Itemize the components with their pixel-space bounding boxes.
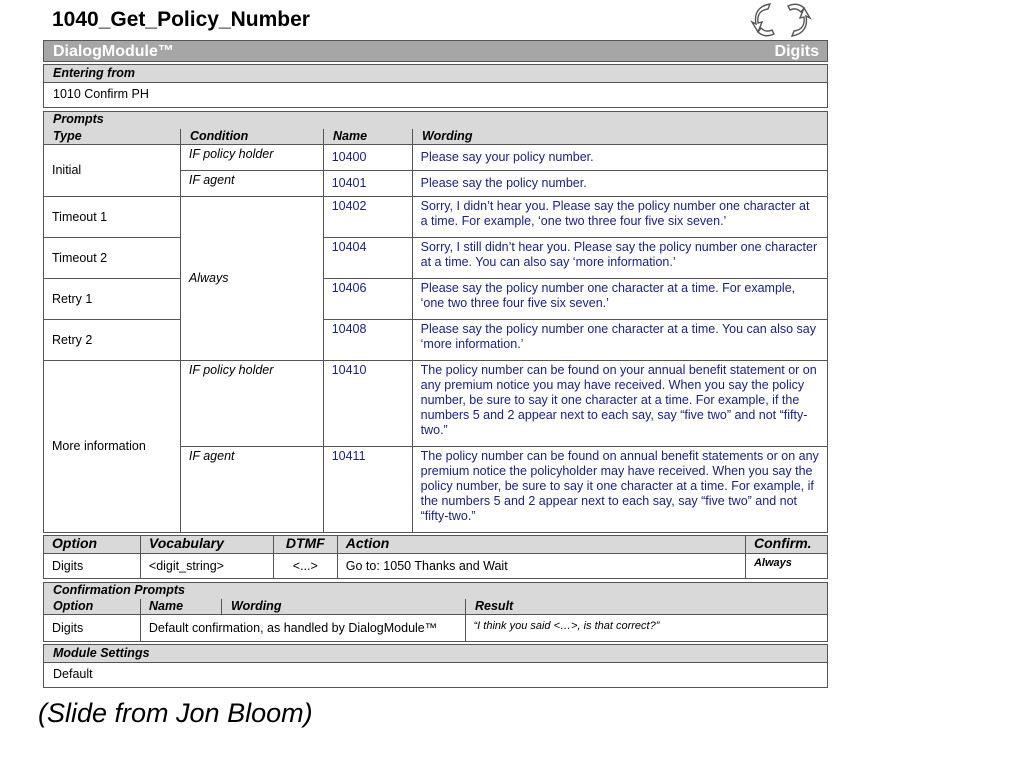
prompt-wording: Please say the policy number. [412,171,827,197]
prompt-wording: The policy number can be found on your annual benefit statement or on any premium notice you may have received. When you say the policy number, be sure to say it one character at a time. For example, if the numbers 5 and 2 appear next to each say, say “five two” and not “fifty-two.” [412,361,827,447]
prompt-wording: Please say your policy number. [412,145,827,171]
prompt-condition: IF agent [180,171,323,197]
prompts-label: Prompts [53,112,104,126]
prompt-type: Retry 1 [44,279,181,320]
options-table [43,535,828,579]
prompt-row [44,361,828,447]
prompt-condition: IF policy holder [180,361,323,447]
dialog-module-type: Digits [774,43,819,60]
dialog-module-name: DialogModule™ [53,43,174,60]
entering-from-row [43,83,828,108]
prompt-wording: Sorry, I still didn’t hear you. Please say the policy number one character at a time. You can also say ‘more information.’ [412,238,827,279]
prompt-row [44,320,828,361]
options-row [44,554,828,579]
prompt-condition: IF policy holder [180,145,323,171]
prompts-header [43,111,828,145]
confirmation-result: “I think you said <…>, is that correct?” [465,615,827,642]
dialog-module-header [43,40,828,62]
module-settings-value: Default [53,667,93,681]
col-condition: Condition [190,129,249,143]
entering-from-value: 1010 Confirm PH [53,87,149,101]
col-option: Option [44,536,141,554]
col-option: Option [53,599,94,613]
prompt-name: 10411 [323,447,412,533]
prompt-row [44,197,828,238]
prompt-row [44,279,828,320]
col-vocabulary: Vocabulary [140,536,273,554]
col-name: Name [333,129,368,143]
confirmation-prompts-table [43,614,828,642]
prompt-name: 10401 [323,171,412,197]
dtmf-value: <...> [273,554,337,579]
prompt-type: More information [44,361,181,533]
slide-credit: (Slide from Jon Bloom) [38,698,313,728]
col-wording: Wording [422,129,473,143]
option-value: Digits [44,554,141,579]
prompt-condition-always: Always [180,197,323,361]
module-settings-label: Module Settings [53,646,150,660]
prompt-wording: Sorry, I didn’t hear you. Please say the policy number one character at a time. For example, ‘one two three four five six seven.’ [412,197,827,238]
prompt-type: Timeout 2 [44,238,181,279]
col-wording: Wording [231,599,282,613]
prompt-name: 10402 [323,197,412,238]
confirmation-row [44,615,828,642]
entering-from-header [43,64,828,83]
confirmation-wording: Default confirmation, as handled by DialogModule™ [140,615,465,642]
module-settings-header [43,644,828,663]
prompt-row [44,145,828,171]
confirmation-prompts-header [43,582,828,615]
prompt-type: Retry 2 [44,320,181,361]
col-name: Name [149,599,184,613]
page-title: 1040_Get_Policy_Number [52,8,310,31]
confirmation-option: Digits [44,615,141,642]
prompt-name: 10408 [323,320,412,361]
module-settings-row [43,662,828,688]
prompt-name: 10410 [323,361,412,447]
prompts-table [43,144,828,533]
vocabulary-value: <digit_string> [140,554,273,579]
col-result: Result [475,599,514,613]
col-action: Action [337,536,745,554]
prompt-name: 10404 [323,238,412,279]
confirmation-prompts-label: Confirmation Prompts [53,583,185,597]
prompt-condition: IF agent [180,447,323,533]
prompt-wording: Please say the policy number one character at a time. You can also say ‘more information.’ [412,320,827,361]
prompt-type: Initial [44,145,181,197]
entering-from-label: Entering from [53,66,135,80]
recycle-arrows-icon [748,0,812,40]
prompt-name: 10400 [323,145,412,171]
options-header-row [44,536,828,554]
prompt-wording: Please say the policy number one character at a time. For example, ‘one two three four five six seven.’ [412,279,827,320]
prompt-wording: The policy number can be found on annual benefit statements or on any premium notice the policyholder may have received. When you say the policy number, be sure to say it one character at a time. For example, if the numbers 5 and 2 appear next to each say, say “five two” and not “fifty-two.” [412,447,827,533]
prompt-name: 10406 [323,279,412,320]
confirm-value: Always [745,554,827,579]
col-type: Type [53,129,82,143]
col-confirm: Confirm. [745,536,827,554]
col-dtmf: DTMF [273,536,337,554]
prompt-type: Timeout 1 [44,197,181,238]
prompt-row [44,238,828,279]
action-value: Go to: 1050 Thanks and Wait [337,554,745,579]
